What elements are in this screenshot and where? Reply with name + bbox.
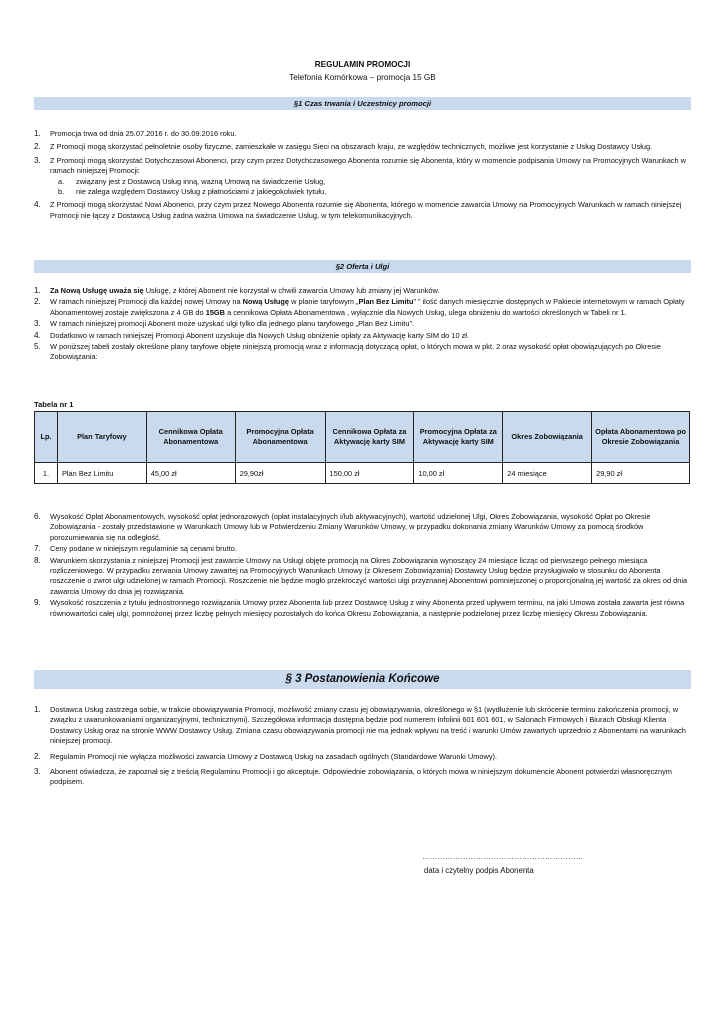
column-header: Opłata Abonamentowa po Okresie Zobowiązania bbox=[592, 412, 690, 463]
table-header-row bbox=[35, 412, 690, 463]
list-item: 2. Regulamin Promocji nie wyłącza możliwości zawarcia Umowy z Dostawcą Usług na zasadach ogólnych (Standardowe Warunki Umowy). bbox=[34, 751, 498, 761]
list-item: 1. Za Nową Usługę uważa się Usługę, z której Abonent nie korzystał w chwili zawarcia Umowy lub zmiany jej Warunków. bbox=[34, 286, 440, 295]
sub-list-item: b. nie zalega względem Dostawcy Usług z płatnościami z jakiegokolwiek tytułu, bbox=[58, 187, 327, 197]
list-item: 3. Z Promocji mogą skorzystać Dotychczasowi Abonenci, przy czym przez Dotychczasowego Abonenta rozumie się Abonenta, który w momencie podpisania Umowy na Promocyjnych Warunkach w ramach niniejszej Promocji: bbox=[34, 155, 687, 176]
section3-list bbox=[34, 705, 691, 788]
signature-line: ……………………………………………………… bbox=[422, 852, 584, 861]
table-row bbox=[35, 463, 690, 484]
list-item: 8. Warunkiem skorzystania z niniejszej Promocji jest zawarcie Umowy na Usługi objęte promocją na Okres Zobowiązania wynoszący 24 miesiące licząc od pierwszego pełnego miesiąca rozliczeniowego. W przypadku zerwania Umowy zawartej na Promocyjnych Warunkach Umowy (z Okresem Zobowiązania) Dostawcy Usług będzie przysługiwało w stosunku do Abonenta roszczenie o zwrot ulgi udzielonej w ramach Promocji. Roszczenie nie będzie mogło przekroczyć wartości ulgi przyznanej Abonentowi pomniejszonej o proporcjonalną jej wartość za okres od dnia zawarcia Umowy do dnia jej rozwiązania. bbox=[34, 555, 688, 596]
column-header: Cennikowa Opłata za Aktywację karty SIM bbox=[325, 412, 414, 463]
document-subtitle: Telefonia Komórkowa – promocja 15 GB bbox=[289, 73, 436, 82]
table-label: Tabela nr 1 bbox=[34, 400, 74, 409]
signature-label: data i czytelny podpis Abonenta bbox=[424, 866, 534, 875]
list-item: 9. Wysokość roszczenia z tytułu jednostronnego rozwiązania Umowy przez Abonenta lub przez Dostawcę Usług z winy Abonenta przed upływem terminu, na jaki Umowa została zawarta jest równa równowartości całej ulgi, pomnożonej przez liczbę pełnych miesięcy pozostałych do końca Okresu Zobowiązania, a następnie podzielonej przez liczbę miesięcy Okresu Zobowiązania. bbox=[34, 598, 685, 618]
document-title: REGULAMIN PROMOCJI bbox=[314, 60, 411, 69]
table-cell: Plan Bez Limitu bbox=[57, 463, 146, 484]
section1-list bbox=[34, 129, 691, 221]
list-item: 6. Wysokość Opłat Abonamentowych, wysokość opłat jednorazowych (opłat instalacyjnych i/lub aktywacyjnych), wartość udzielonej Ulgi, Okres Zobowiązania, wysokość Opłat po Okresie Zobowiązania - zostały przedstawione w Warunkach Umowy lub w Potwierdzeniu Zmiany Warunków Umowy, w przypadku dokonania zmiany Warunków Umowy za pomocą środków porozumiewania się na odległość. bbox=[34, 512, 651, 542]
table-cell: 10,00 zł bbox=[414, 463, 503, 484]
sub-list-item: a. związany jest z Dostawcą Usług inną, ważną Umową na świadczenie Usług, bbox=[58, 176, 326, 186]
list-item: 1. Dostawca Usług zastrzega sobie, w trakcie obowiązywania Promocji, możliwość zmiany czasu jej obowiązywania, określonego w §1 (wydłużenie lub skrócenie terminu zakończenia promocji, w związku z uwarunkowaniami organizacyjnymi, technicznymi). Szczegółowa informacja dostępna będzie pod numerem Infolinii 601 601 601, w Salonach Firmowych i Biurach Obsługi Klienta Dostawcy Usług oraz na stronie WWW Dostawcy Usług. Zmiana czasu obowiązywania promocji nie ma jednak wpływu na treść i warunki Umów zawartych uprzednio z Abonentami na warunkach niniejszej promocji. bbox=[34, 705, 686, 746]
section1-heading: §1 Czas trwania i Uczestnicy promocji bbox=[34, 97, 691, 110]
table-cell: 150,00 zł bbox=[325, 463, 414, 484]
column-header: Promocyjna Opłata za Aktywację karty SIM bbox=[414, 412, 503, 463]
column-header: Promocyjna Opłata Abonamentowa bbox=[235, 412, 325, 463]
table-cell: 24 miesiące bbox=[503, 463, 592, 484]
table-cell: 29,90 zł bbox=[592, 463, 690, 484]
list-item: 4. Z Promocji mogą skorzystać Nowi Abonenci, przy czym przez Nowego Abonenta rozumie się Abonenta, którego w momencie zawarcia Umowy na Promocyjnych Warunkach w ramach niniejszej Promocji nie łączy z Dostawcą Usług żadna ważna Umowa na świadczenie Usług, w tym telekomunikacyjnych. bbox=[34, 200, 682, 220]
list-item: 5. W poniższej tabeli zostały określone plany taryfowe objęte niniejszą promocją wraz z informacją dotyczącą opłat, o których mowa w pkt. 2 oraz wysokość opłat obowiązujących po Okresie Zobowiązania: bbox=[34, 342, 661, 362]
list-item: 3. Abonent oświadcza, że zapoznał się z treścią Regulaminu Promocji i go akceptuje. Odpowiednie zobowiązania, o których mowa w niniejszym dokumencie Abonent potwierdzi własnoręcznym podpisem. bbox=[34, 767, 672, 787]
table-cell: 1. bbox=[35, 463, 58, 484]
column-header: Cennikowa Opłata Abonamentowa bbox=[146, 412, 235, 463]
column-header: Lp. bbox=[35, 412, 58, 463]
table-cell: 29,90zł bbox=[235, 463, 325, 484]
column-header: Okres Zobowiązania bbox=[503, 412, 592, 463]
list-item: 1. Promocja trwa od dnia 25.07.2016 r. do 30.09.2016 roku. bbox=[34, 129, 237, 138]
table-cell: 45,00 zł bbox=[146, 463, 235, 484]
list-item: 7. Ceny podane w niniejszym regulaminie są cenami brutto. bbox=[34, 544, 237, 554]
column-header: Plan Taryfowy bbox=[57, 412, 146, 463]
list-item: 4. Dodatkowo w ramach niniejszej Promocji Abonent uzyskuje dla Nowych Usług obniżenie opłaty za Aktywację karty SIM do 10 zł. bbox=[34, 330, 470, 340]
section2-list-continued bbox=[34, 512, 691, 619]
section2-list bbox=[34, 286, 691, 363]
tariff-table bbox=[34, 411, 690, 484]
section3-heading: § 3 Postanowienia Końcowe bbox=[34, 670, 691, 689]
section2-heading: §2 Oferta i Ulgi bbox=[34, 260, 691, 273]
list-item: 3. W ramach niniejszej promocji Abonent może uzyskać ulgi tylko dla jednego planu taryfowego „Plan Bez Limitu”. bbox=[34, 319, 414, 329]
list-item: 2. Z Promocji mogą skorzystać pełnoletnie osoby fizyczne, zamieszkałe w zasięgu Sieci na obszarach kraju, ze względów technicznych, możliwe jest korzystanie z Usług Dostawcy Usług. bbox=[34, 142, 653, 152]
list-item: 2. W ramach niniejszej Promocji dla każdej nowej Umowy na Nową Usługę w planie taryfowym „Plan Bez Limitu” ” ilość danych miesięcznie dostępnych w Pakiecie internetowym w ramach Opłaty Abonamentowej zostaje zwiększona z 4 GB do 15GB a cennikowa Opłata Abonamentowa , wyłącznie dla Nowych Usług, ulega obniżeniu do wartości określonych w Tabeli nr 1. bbox=[34, 297, 685, 317]
